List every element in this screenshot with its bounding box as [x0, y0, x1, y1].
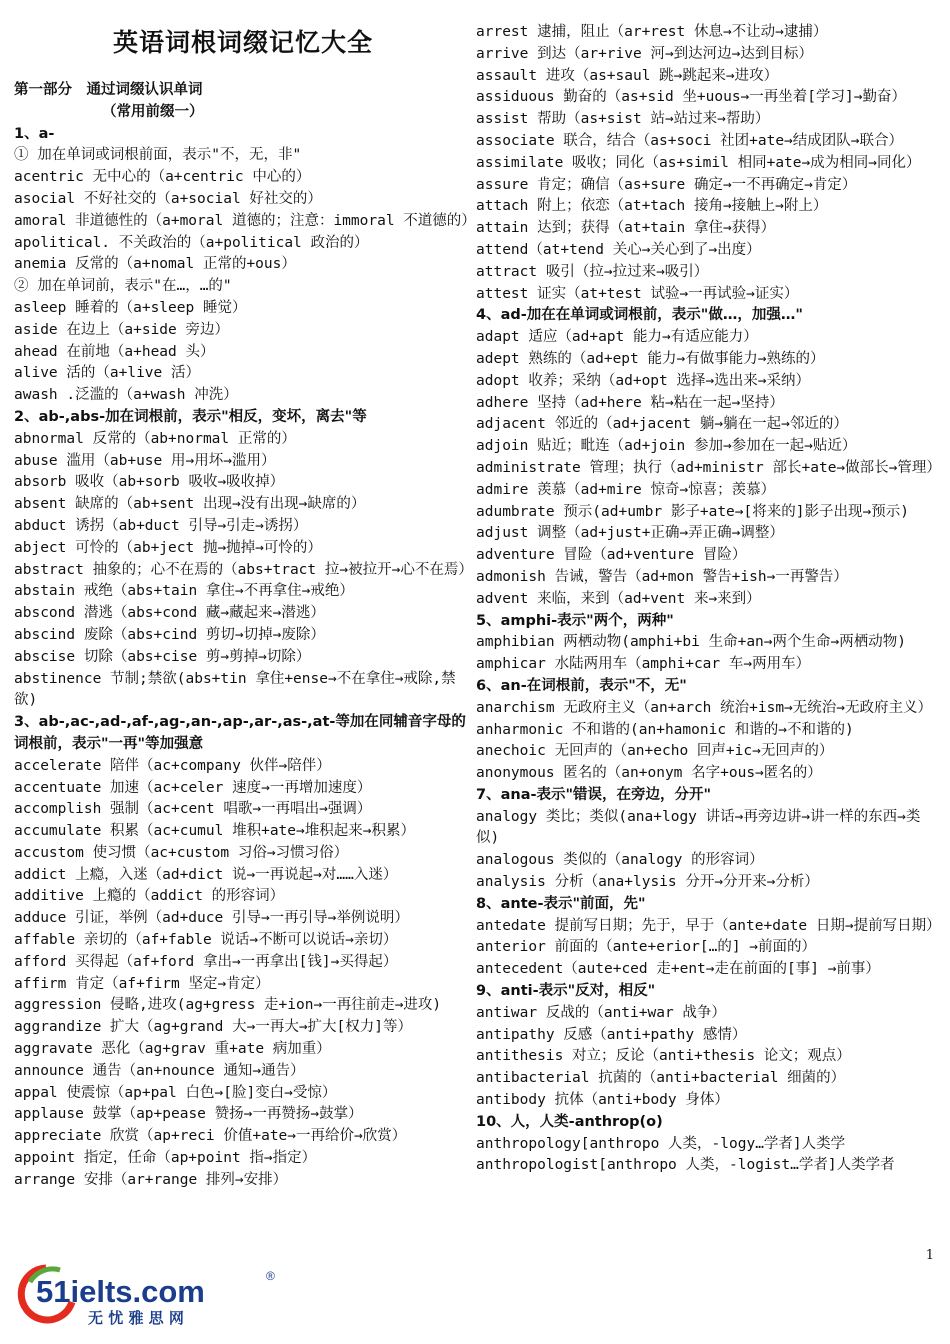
entry-line: adapt 适应（ad+apt 能力→有适应能力）: [476, 329, 758, 346]
entry-line: analogous 类似的（analogy 的形容词）: [476, 852, 764, 869]
entry-line: analysis 分析（ana+lysis 分开→分开来→分析）: [476, 874, 819, 891]
entry-line: afford 买得起（af+ford 拿出→一再拿出[钱]→买得起）: [14, 953, 398, 970]
entry-line: attach 附上；依恋（at+tach 接角→接触上→附上）: [476, 198, 828, 215]
section-heading: 8、ante-表示"前面，先": [476, 895, 646, 912]
entry-line: adventure 冒险（ad+venture 冒险）: [476, 547, 747, 564]
entry-line: abuse 滥用（ab+use 用→用坏→滥用）: [14, 452, 276, 469]
entry-line: accomplish 强制（ac+cent 唱歌→一再唱出→强调）: [14, 801, 372, 818]
entry-line: advent 来临，来到（ad+vent 来→来到）: [476, 590, 761, 607]
entry-line: accentuate 加速（ac+celer 速度→一再增加速度）: [14, 779, 372, 796]
entry-line: ① 加在单词或词根前面，表示"不，无，非": [14, 147, 302, 164]
logo-graphic: [16, 1262, 286, 1326]
entry-line: anthropologist[anthropo 人类，-logist…学者]人类学者: [476, 1157, 895, 1174]
section-heading: 10、人，人类-anthrop(o): [476, 1113, 663, 1130]
entry-line: abscise 切除（abs+cise 剪→剪掉→切除）: [14, 648, 311, 665]
entry-line: arrive 到达（ar+rive 河→到达河边→达到目标）: [476, 45, 813, 62]
section-heading: 9、anti-表示"反对，相反": [476, 983, 656, 1000]
entry-line: anterior 前面的（ante+erior[…的] →前面的）: [476, 939, 817, 956]
entry-line: adduce 引证，举例（ad+duce 引导→一再引导→举例说明）: [14, 910, 409, 927]
site-logo: [16, 1262, 286, 1326]
entry-line: attend（at+tend 关心→关心到了→出度）: [476, 241, 761, 258]
logo-slogan: 无 忧 雅 思 网: [88, 1309, 184, 1326]
entry-line: aside 在边上（a+side 旁边）: [14, 321, 229, 338]
entry-line: anharmonic 不和谐的(an+hamonic 和谐的→不和谐的): [476, 721, 854, 738]
entry-line: absorb 吸收（ab+sorb 吸收→吸收掉）: [14, 474, 285, 491]
entry-line: adept 熟练的（ad+ept 能力→有做事能力→熟练的）: [476, 350, 825, 367]
entry-line: antecedent（aute+ced 走+ent→走在前面的[事] →前事）: [476, 961, 880, 978]
entry-line: accustom 使习惯（ac+custom 习俗→习惯习俗）: [14, 844, 349, 861]
entry-line: administrate 管理；执行（ad+ministr 部长+ate→做部长→管理）: [476, 459, 941, 476]
entry-line: amphicar 水陆两用车（amphi+car 车→两用车）: [476, 656, 811, 673]
entry-line: adumbrate 预示(ad+umbr 影子+ate→[将来的]影子出现→预示): [476, 503, 909, 520]
entry-line: applause 鼓掌（ap+pease 赞扬→一再赞扬→鼓掌）: [14, 1106, 363, 1123]
entry-line: arrange 安排（ar+range 排列→安排）: [14, 1171, 288, 1188]
entry-line: anonymous 匿名的（an+onym 名字+ous→匿名的）: [476, 765, 822, 782]
entry-line: anemia 反常的（a+nomal 正常的+ous）: [14, 256, 296, 273]
entry-line: apolitical. 不关政治的（a+political 政治的）: [14, 234, 369, 251]
entry-line: abnormal 反常的（ab+normal 正常的）: [14, 430, 296, 447]
left-entries: [14, 124, 476, 1192]
entry-line: antiwar 反战的（anti+war 战争）: [476, 1004, 726, 1021]
entry-line: acentric 无中心的（a+centric 中心的）: [14, 169, 311, 186]
entry-line: abduct 诱拐（ab+duct 引导→引走→诱拐）: [14, 517, 308, 534]
entry-line: adhere 坚持（ad+here 粘→粘在一起→坚持）: [476, 394, 784, 411]
entry-line: ② 加在单词前，表示"在…，…的": [14, 278, 232, 295]
right-column: [476, 22, 941, 1177]
document-title: 英语词根词缀记忆大全: [112, 28, 373, 57]
section-heading: 2、ab-,abs-加在词根前，表示"相反，变坏，离去"等: [14, 408, 367, 425]
entry-line: abscond 潜逃（abs+cond 藏→藏起来→潜逃）: [14, 605, 325, 622]
section-heading: 7、ana-表示"错误，在旁边，分开": [476, 786, 712, 803]
entry-line: antibody 抗体（anti+body 身体）: [476, 1092, 729, 1109]
right-entries: [476, 22, 941, 1177]
entry-line: associate 联合，结合（as+soci 社团+ate→结成团队→联合）: [476, 132, 904, 149]
entry-line: anthropology[anthropo 人类，-logy…学者]人类学: [476, 1135, 846, 1152]
entry-line: attain 达到；获得（at+tain 拿住→获得）: [476, 220, 776, 237]
entry-line: appreciate 欣赏（ap+reci 价值+ate→一再给价→欣赏）: [14, 1128, 407, 1145]
entry-line: assist 帮助（as+sist 站→站过来→帮助）: [476, 111, 770, 128]
section-heading: 5、amphi-表示"两个，两种": [476, 612, 674, 629]
entry-line: anechoic 无回声的（an+echo 回声+ic→无回声的）: [476, 743, 834, 760]
entry-line: affirm 肯定（af+firm 坚定→肯定）: [14, 975, 270, 992]
entry-line: asocial 不好社交的（a+social 好社交的）: [14, 190, 322, 207]
entry-line: appoint 指定，任命（ap+point 指→指定）: [14, 1150, 317, 1167]
entry-line: assure 肯定；确信（as+sure 确定→一不再确定→肯定）: [476, 176, 857, 193]
entry-line: arrest 逮捕，阻止（ar+rest 休息→不让动→逮捕）: [476, 24, 828, 40]
entry-line: antithesis 对立；反论（anti+thesis 论文；观点）: [476, 1048, 851, 1065]
entry-line: amoral 非道德性的（a+moral 道德的；注意：immoral 不道德的）: [14, 212, 476, 229]
logo-registered-mark: ®: [266, 1269, 275, 1283]
entry-line: ahead 在前地（a+head 头）: [14, 343, 215, 360]
entry-line: absent 缺席的（ab+sent 出现→没有出现→缺席的）: [14, 496, 366, 513]
entry-line: aggrandize 扩大（ag+grand 大→一再大→扩大[权力]等）: [14, 1019, 413, 1036]
entry-line: alive 活的（a+live 活）: [14, 365, 200, 382]
entry-line: amphibian 两栖动物(amphi+bi 生命+an→两个生命→两栖动物): [476, 634, 906, 651]
entry-line: aggravate 恶化（ag+grav 重+ate 病加重）: [14, 1041, 331, 1058]
entry-line: admire 羡慕（ad+mire 惊奇→惊喜；羡慕）: [476, 481, 776, 498]
entry-line: antipathy 反感（anti+pathy 感情）: [476, 1026, 747, 1043]
entry-line: accelerate 陪伴（ac+company 伙伴→陪伴）: [14, 757, 331, 774]
entry-line: abstract 抽象的；心不在焉的（abs+tract 拉→被拉开→心不在焉）: [14, 561, 473, 578]
page-number: 1: [925, 1248, 934, 1263]
part-subheading: （常用前缀一）: [102, 103, 204, 120]
entry-line: additive 上瘾的（addict 的形容词）: [14, 888, 285, 905]
entry-line: attract 吸引（拉→拉过来→吸引）: [476, 263, 709, 280]
entry-line: aggression 侵略,进攻(ag+gress 走+ion→一再往前走→进攻): [14, 997, 442, 1014]
entry-line: antedate 提前写日期；先于，早于（ante+date 日期→提前写日期）: [476, 917, 941, 934]
entry-line: adjust 调整（ad+just+正确→弄正确→调整）: [476, 525, 784, 542]
entry-line: admonish 告诫，警告（ad+mon 警告+ish→一再警告）: [476, 568, 848, 585]
entry-line: appal 使震惊（ap+pal 白色→[脸]变白→受惊）: [14, 1084, 337, 1101]
entry-line: accumulate 积累（ac+cumul 堆积+ate→堆积起来→积累）: [14, 823, 415, 840]
entry-line: abscind 废除（abs+cind 剪切→切掉→废除）: [14, 626, 325, 643]
entry-line: assiduous 勤奋的（as+sid 坐+uous→一再坐着[学习]→勤奋）: [476, 89, 906, 106]
entry-line: anarchism 无政府主义（an+arch 统治+ism→无统治→无政府主义）: [476, 699, 933, 716]
entry-line: awash .泛滥的（a+wash 冲洗）: [14, 387, 238, 404]
entry-line: analogy 类比；类似(ana+logy 讲话→再旁边讲→讲一样的东西→类似): [476, 808, 921, 847]
entry-line: announce 通告（an+nounce 通知→通告）: [14, 1062, 305, 1079]
section-heading: 6、an-在词根前，表示"不，无": [476, 677, 687, 694]
entry-line: abject 可怜的（ab+ject 抛→抛掉→可怜的）: [14, 539, 322, 556]
entry-line: addict 上瘾，入迷（ad+dict 说→一再说起→对……入迷）: [14, 866, 398, 883]
entry-line: adjacent 邻近的（ad+jacent 躺→躺在一起→邻近的）: [476, 416, 848, 433]
entry-line: attest 证实（at+test 试验→一再试验→证实）: [476, 285, 799, 302]
entry-line: adjoin 贴近；毗连（ad+join 参加→参加在一起→贴近）: [476, 438, 857, 455]
section-heading: 4、ad-加在在单词或词根前，表示"做…，加强…": [476, 307, 803, 324]
entry-line: assault 进攻（as+saul 跳→跳起来→进攻）: [476, 67, 779, 84]
part-heading: 第一部分 通过词缀认识单词: [14, 82, 203, 98]
entry-line: adopt 收养；采纳（ad+opt 选择→选出来→采纳）: [476, 372, 810, 389]
logo-brand: 51ielts.com: [36, 1274, 205, 1309]
entry-line: assimilate 吸收；同化（as+simil 相同+ate→成为相同→同化）: [476, 154, 921, 171]
entry-line: abstain 戒绝（abs+tain 拿住→不再拿住→戒绝）: [14, 583, 354, 600]
entry-line: affable 亲切的（af+fable 说话→不断可以说话→亲切）: [14, 932, 398, 949]
entry-line: antibacterial 抗菌的（anti+bacterial 细菌的）: [476, 1070, 846, 1087]
section-heading: 3、ab-,ac-,ad-,af-,ag-,an-,ap-,ar-,as-,at-等加在同辅音字母的词根前，表示"一再"等加强意: [14, 714, 466, 752]
entry-line: abstinence 节制;禁欲(abs+tin 拿住+ense→不在拿住→戒除,禁欲): [14, 670, 456, 709]
section-heading: 1、a-: [14, 125, 55, 142]
entry-line: asleep 睡着的（a+sleep 睡觉）: [14, 299, 247, 316]
left-column: [14, 28, 476, 1192]
